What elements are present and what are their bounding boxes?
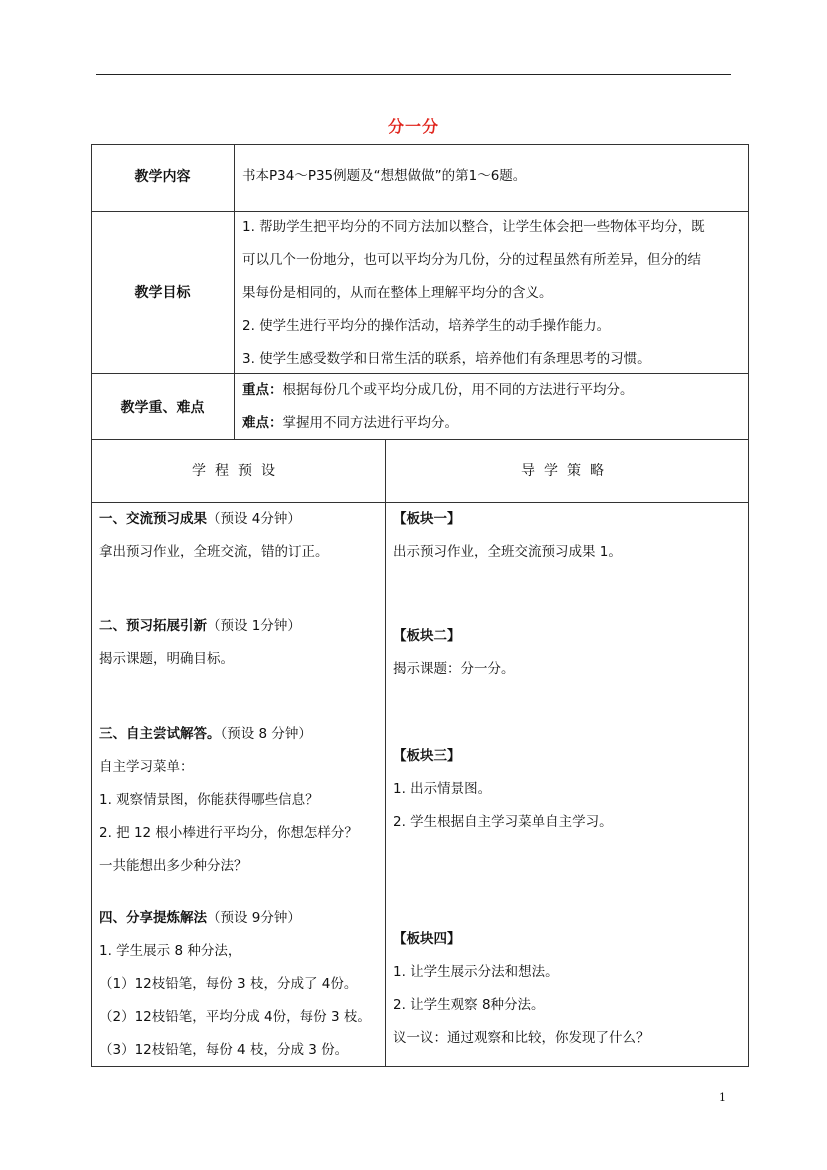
section-4-line: （3）12枝铅笔，每份 4 枝，分成 3 份。	[99, 1042, 349, 1058]
key-point-text: 根据每份几个或平均分成几份，用不同的方法进行平均分。	[282, 382, 634, 398]
block-2-title: 【板块二】	[393, 628, 461, 644]
section-4-line: （1）12枝铅笔，每份 3 枝，分成了 4份。	[99, 976, 358, 992]
two-column-divider	[385, 439, 386, 1067]
section-1-body: 拿出预习作业，全班交流，错的订正。	[99, 544, 329, 560]
content-text: 书本P34～P35例题及“想想做做”的第1～6题。	[242, 168, 527, 184]
block-3-body	[393, 773, 613, 839]
section-1-title: 一、交流预习成果	[99, 511, 207, 527]
keypoints-label: 教学重、难点	[120, 400, 205, 416]
difficulty-text: 掌握用不同方法进行平均分。	[282, 415, 458, 431]
block-1-body: 出示预习作业，全班交流预习成果 1。	[393, 544, 622, 560]
key-point-line	[242, 374, 634, 407]
section-3-body	[99, 751, 358, 883]
section-1-time: （预设 4分钟）	[207, 511, 301, 527]
page-number: 1	[719, 1091, 726, 1104]
block-4-title: 【板块四】	[393, 931, 461, 947]
section-3-line: 自主学习菜单：	[99, 759, 194, 775]
section-4-line: （2）12枝铅笔，平均分成 4份，每份 3 枝。	[99, 1009, 371, 1025]
section-2-title: 二、预习拓展引新	[99, 618, 207, 634]
section-3-line: 1. 观察情景图，你能获得哪些信息？	[99, 792, 319, 808]
block-3-line: 2. 学生根据自主学习菜单自主学习。	[393, 814, 613, 830]
lesson-plan-table	[91, 144, 749, 1067]
goals-line: 果每份是相同的，从而在整体上理解平均分的含义。	[242, 285, 553, 301]
table-border-top	[91, 144, 749, 145]
label-column-divider	[234, 144, 235, 439]
content-label: 教学内容	[134, 169, 191, 185]
section-3-title: 三、自主尝试解答。	[99, 726, 221, 742]
block-4-line: 1. 让学生展示分法和想法。	[393, 964, 559, 980]
difficulty-line	[242, 407, 458, 440]
block-4-line: 议一议：通过观察和比较，你发现了什么？	[393, 1030, 650, 1046]
goals-line: 2. 使学生进行平均分的操作活动，培养学生的动手操作能力。	[242, 318, 611, 334]
section-4-title: 四、分享提炼解法	[99, 910, 207, 926]
block-4-line: 2. 让学生观察 8种分法。	[393, 997, 545, 1013]
document-title: 分一分	[387, 117, 439, 136]
block-1-title: 【板块一】	[393, 511, 461, 527]
column-header-right: 导学策略	[521, 463, 613, 479]
goals-line: 可以几个一份地分，也可以平均分为几份，分的过程虽然有所差异，但分的结	[242, 252, 701, 268]
section-3-heading	[99, 718, 312, 751]
section-4-time: （预设 9分钟）	[207, 910, 301, 926]
section-4-body	[99, 935, 371, 1067]
block-3-title: 【板块三】	[393, 748, 461, 764]
header-rule	[96, 74, 731, 75]
column-header-left: 学程预设	[192, 463, 284, 479]
goals-list	[242, 211, 705, 376]
section-3-time: （预设 8 分钟）	[220, 726, 312, 742]
section-2-time: （预设 1分钟）	[207, 618, 301, 634]
goals-line: 3. 使学生感受数学和日常生活的联系，培养他们有条理思考的习惯。	[242, 351, 651, 367]
block-2-body: 揭示课题：分一分。	[393, 661, 515, 677]
section-2-heading	[99, 610, 301, 643]
table-border-right	[748, 144, 749, 1067]
goals-line: 1. 帮助学生把平均分的不同方法加以整合，让学生体会把一些物体平均分，既	[242, 219, 705, 235]
section-3-line: 一共能想出多少种分法？	[99, 858, 248, 874]
section-2-body: 揭示课题，明确目标。	[99, 651, 234, 667]
section-4-line: 1. 学生展示 8 种分法，	[99, 943, 242, 959]
key-point-label: 重点：	[242, 382, 283, 398]
goals-label: 教学目标	[134, 285, 191, 301]
difficulty-label: 难点：	[242, 415, 283, 431]
section-3-line: 2. 把 12 根小棒进行平均分，你想怎样分？	[99, 825, 358, 841]
block-3-line: 1. 出示情景图。	[393, 781, 492, 797]
block-4-body	[393, 956, 650, 1055]
section-4-heading	[99, 902, 301, 935]
section-1-heading	[99, 503, 301, 536]
